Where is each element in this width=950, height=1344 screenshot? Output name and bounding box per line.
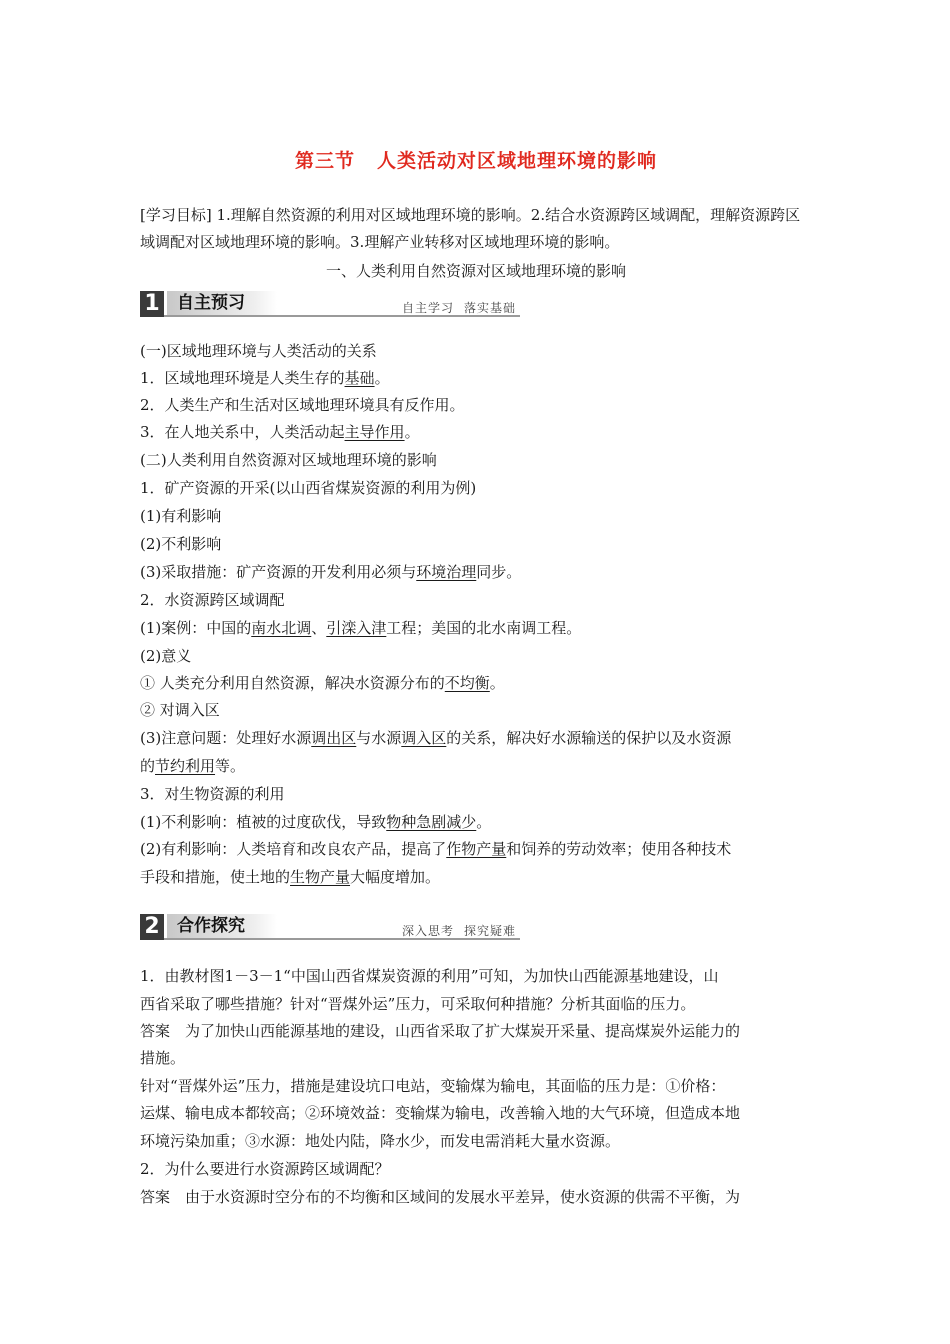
fill-in-answer: 南水北调 [251, 619, 312, 637]
page-title [140, 146, 812, 173]
text-line: ① 人类充分利用自然资源，解决水资源分布的不均衡。 [140, 674, 505, 692]
question-line: 西省采取了哪些措施？针对“晋煤外运”压力，可采取何种措施？分析其面临的压力。 [140, 995, 696, 1013]
text-line: ② 对调入区 [140, 701, 220, 719]
text-line: 2．人类生产和生活对区域地理环境具有反作用。 [140, 396, 465, 414]
text-line: (1)有利影响 [140, 507, 222, 525]
text-line: (2)意义 [140, 647, 192, 665]
banner-subtitle: 深入思考 探究疑难 [401, 924, 516, 938]
fill-in-answer: 主导作用 [344, 423, 405, 441]
text-line: (3)注意问题：处理好水源调出区与水源调入区的关系，解决好水源输送的保护以及水资源 [140, 729, 732, 747]
banner-number: 2 [140, 914, 164, 940]
fill-in-answer: 调出区 [311, 729, 357, 747]
fill-in-answer: 生物产量 [290, 868, 351, 886]
text-line: 1．区域地理环境是人类生存的基础。 [140, 369, 390, 387]
fill-in-answer: 节约利用 [155, 757, 216, 775]
title-text: 人类活动对区域地理环境的影响 [377, 150, 658, 172]
fill-in-answer: 环境治理 [416, 563, 477, 581]
fill-in-answer: 基础 [344, 369, 375, 387]
text-line: (二)人类利用自然资源对区域地理环境的影响 [140, 451, 437, 469]
answer-line: 措施。 [140, 1049, 186, 1067]
banner-self-study [140, 291, 520, 317]
question-line: 1．由教材图1－3－1“中国山西省煤炭资源的利用”可知，为加快山西能源基地建设，山 [140, 967, 719, 985]
text-line: 的节约利用等。 [140, 757, 246, 775]
answer-line: 针对“晋煤外运”压力，措施是建设坑口电站，变输煤为输电，其面临的压力是：①价格： [140, 1077, 726, 1095]
section-heading: 一、人类利用自然资源对区域地理环境的影响 [325, 262, 626, 280]
banner-number: 1 [140, 291, 164, 317]
title-section-number: 第三节 [294, 150, 355, 172]
text-line: 手段和措施，使土地的生物产量大幅度增加。 [140, 868, 441, 886]
banner-label: 合作探究 [167, 914, 277, 938]
text-line: (一)区域地理环境与人类活动的关系 [140, 342, 377, 360]
fill-in-answer: 调入区 [401, 729, 447, 747]
text-line: 1．矿产资源的开采(以山西省煤炭资源的利用为例) [140, 479, 477, 497]
text-line: 3．对生物资源的利用 [140, 785, 285, 803]
answer-line: 环境污染加重；③水源：地处内陆，降水少，而发电需消耗大量水资源。 [140, 1132, 621, 1150]
answer-line: 运煤、输电成本都较高；②环境效益：变输煤为输电，改善输入地的大气环境，但造成本地 [140, 1104, 741, 1122]
banner-cooperative-inquiry [140, 914, 520, 940]
text-line: 2．水资源跨区域调配 [140, 591, 285, 609]
text-line: 3．在人地关系中，人类活动起主导作用。 [140, 423, 420, 441]
fill-in-answer: 作物产量 [446, 840, 507, 858]
fill-in-answer: 物种急剧减少 [386, 813, 477, 831]
answer-line: 答案 由于水资源时空分布的不均衡和区域间的发展水平差异，使水资源的供需不平衡，为 [140, 1188, 741, 1206]
banner-subtitle: 自主学习 落实基础 [401, 301, 516, 315]
fill-in-answer: 引滦入津 [326, 619, 387, 637]
learning-goals: [学习目标] 1.理解自然资源的利用对区域地理环境的影响。2.结合水资源跨区域调配，理解资源跨区域调配对区域地理环境的影响。3.理解产业转移对区域地理环境的影响。 [140, 206, 801, 251]
text-line: (1)不利影响：植被的过度砍伐，导致物种急剧减少。 [140, 813, 492, 831]
answer-line: 答案 为了加快山西能源基地的建设，山西省采取了扩大煤炭开采量、提高煤炭外运能力的 [140, 1022, 741, 1040]
text-line: (2)不利影响 [140, 535, 222, 553]
fill-in-answer: 不均衡 [444, 674, 490, 692]
question-line: 2．为什么要进行水资源跨区域调配？ [140, 1160, 390, 1178]
text-line: (3)采取措施：矿产资源的开发利用必须与环境治理同步。 [140, 563, 522, 581]
banner-label: 自主预习 [167, 291, 277, 315]
text-line: (2)有利影响：人类培育和改良农产品，提高了作物产量和饲养的劳动效率；使用各种技术 [140, 840, 732, 858]
text-line: (1)案例：中国的南水北调、引滦入津工程；美国的北水南调工程。 [140, 619, 582, 637]
